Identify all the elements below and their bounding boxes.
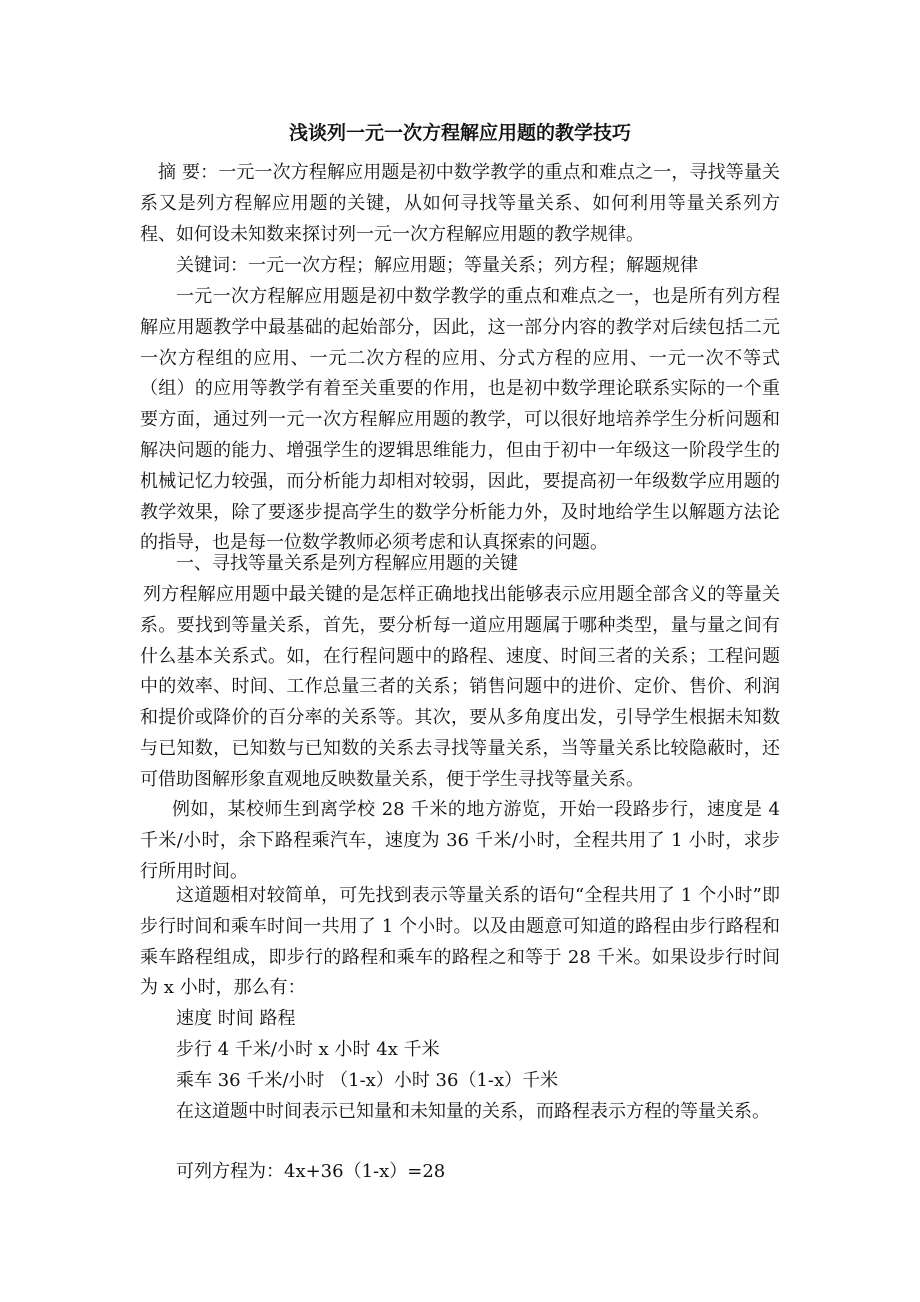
body-paragraph-1: 列方程解应用题中最关键的是怎样正确地找出能够表示应用题全部含义的等量关系。要找到等量关系，首先，要分析每一道应用题属于哪种类型，量与量之间有什么基本关系式。如，在行程问题中的路程、速度、时间三者的关系；工程问题中的效率、时间、工作总量三者的关系；销售问题中的进价、定价、售价、利润和提价或降价的百分率的关系等。其次，要从多角度出发，引导学生根据未知数与已知数，已知数与已知数的关系去寻找等量关系，当等量关系比较隐蔽时，还可借助图解形象直观地反映数量关系，便于学生寻找等量关系。 — [140, 584, 780, 790]
table-row: 速度 时间 路程 — [176, 1008, 296, 1029]
abstract-paragraph: 摘 要：一元一次方程解应用题是初中数学教学的重点和难点之一，寻找等量关系又是列方程解应用题的关键，从如何寻找等量关系、如何利用等量关系列方程、如何设未知数来探讨列一元一次方程解应用题的教学规律。 — [140, 162, 780, 245]
document-title: 浅谈列一元一次方程解应用题的教学技巧 — [288, 122, 631, 144]
section-heading-1: 一、寻找等量关系是列方程解应用题的关键 — [176, 553, 518, 574]
equation-line: 可列方程为：4x+36（1-x）=28 — [176, 1161, 446, 1182]
table-row: 乘车 36 千米/小时 （1-x）小时 36（1-x）千米 — [176, 1070, 559, 1091]
table-row: 步行 4 千米/小时 x 小时 4x 千米 — [176, 1039, 440, 1060]
note-line: 在这道题中时间表示已知量和未知量的关系，而路程表示方程的等量关系。 — [176, 1101, 770, 1122]
example-paragraph: 例如，某校师生到离学校 28 千米的地方游览，开始一段路步行，速度是 4 千米/小时，余下路程乘汽车，速度为 36 千米/小时，全程共用了 1 小时，求步行所用时间。 — [140, 799, 780, 882]
keywords-line: 关键词：一元一次方程；解应用题；等量关系；列方程；解题规律 — [176, 255, 698, 276]
analysis-paragraph: 这道题相对较简单，可先找到表示等量关系的语句“全程共用了 1 个小时”即步行时间和乘车时间一共用了 1 个小时。以及由题意可知道的路程由步行路程和乘车路程组成，即步行的路程和乘车的路程之和等于 28 千米。如果设步行时间为 x 小时，那么有： — [140, 885, 780, 999]
intro-paragraph: 一元一次方程解应用题是初中数学教学的重点和难点之一，也是所有列方程解应用题教学中最基础的起始部分，因此，这一部分内容的教学对后续包括二元一次方程组的应用、一元二次方程的应用、分式方程的应用、一元一次不等式（组）的应用等教学有着至关重要的作用，也是初中数学理论联系实际的一个重要方面，通过列一元一次方程解应用题的教学，可以很好地培养学生分析问题和解决问题的能力、增强学生的逻辑思维能力，但由于初中一年级这一阶段学生的机械记忆力较强，而分析能力却相对较弱，因此，要提高初一年级数学应用题的教学效果，除了要逐步提高学生的数学分析能力外，及时地给学生以解题方法论的指导，也是每一位数学教师必须考虑和认真探索的问题。 — [140, 286, 780, 554]
